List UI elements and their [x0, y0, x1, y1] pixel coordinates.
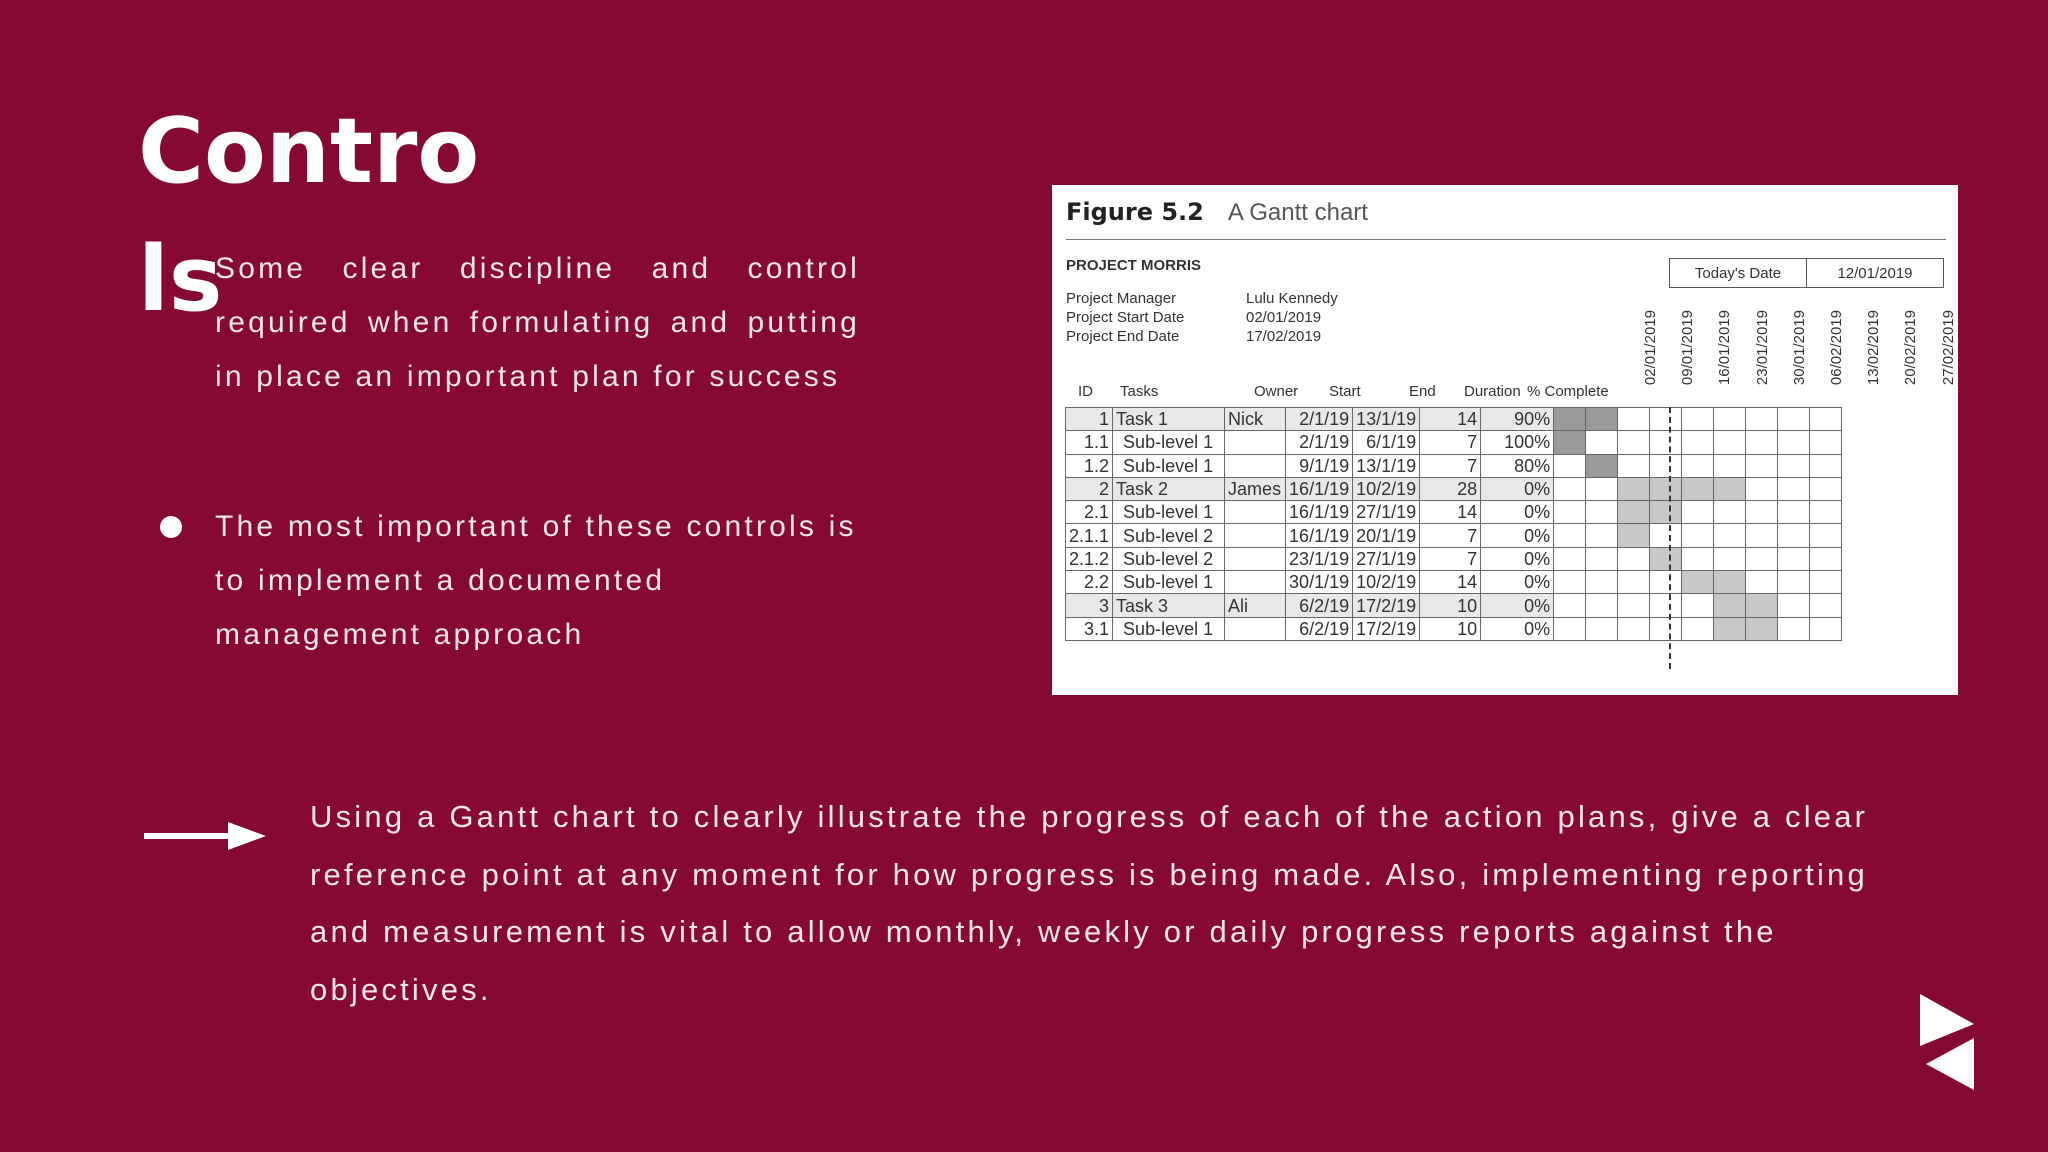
gantt-bar — [1554, 408, 1586, 431]
cell-id: 1 — [1066, 408, 1113, 431]
meta-value: 02/01/2019 — [1246, 309, 1322, 326]
cell-duration: 14 — [1420, 408, 1481, 431]
gantt-cell — [1810, 477, 1842, 500]
gantt-cell — [1554, 617, 1586, 640]
cell-owner — [1225, 501, 1286, 524]
gantt-cell — [1586, 524, 1618, 547]
gantt-cell — [1586, 571, 1618, 594]
gantt-bar — [1650, 547, 1682, 570]
bullet-paragraph: The most important of these controls is to implement a documented management approach — [215, 510, 857, 651]
week-date-label: 23/01/2019 — [1753, 309, 1771, 385]
project-meta — [1066, 289, 1338, 346]
cell-owner: James — [1225, 477, 1286, 500]
cell-start: 6/2/19 — [1286, 594, 1353, 617]
week-date-label: 20/02/2019 — [1902, 309, 1920, 385]
gantt-cell — [1778, 454, 1810, 477]
gantt-bar — [1618, 524, 1650, 547]
gantt-cell — [1618, 571, 1650, 594]
cell-id: 2.1 — [1066, 501, 1113, 524]
table-row — [1066, 477, 1842, 500]
gantt-cell — [1618, 454, 1650, 477]
week-date-header — [1670, 275, 1707, 385]
gantt-cell — [1810, 408, 1842, 431]
gantt-cell — [1778, 617, 1810, 640]
cell-complete: 100% — [1481, 431, 1554, 454]
cell-duration: 7 — [1420, 524, 1481, 547]
gantt-cell — [1618, 408, 1650, 431]
week-date-label: 16/01/2019 — [1716, 309, 1734, 385]
gantt-cell — [1682, 431, 1714, 454]
gantt-cell — [1714, 501, 1746, 524]
cell-duration: 10 — [1420, 594, 1481, 617]
gantt-description: Using a Gantt chart to clearly illustrate the progress of each of the action plans, give a clear reference point at any moment for how progress is being made. Also, implementing reporting and measurement is vital to allow monthly, weekly or daily progress reports against the objectives. — [310, 799, 1869, 1007]
header-start: Start — [1329, 383, 1361, 400]
meta-row — [1066, 327, 1338, 346]
gantt-cell — [1586, 477, 1618, 500]
gantt-cell — [1810, 571, 1842, 594]
cell-end: 13/1/19 — [1353, 408, 1420, 431]
meta-label: Project End Date — [1066, 328, 1180, 345]
cell-duration: 10 — [1420, 617, 1481, 640]
cell-task: Sub-level 2 — [1113, 547, 1225, 570]
gantt-cell — [1810, 501, 1842, 524]
cell-end: 10/2/19 — [1353, 571, 1420, 594]
week-date-header — [1819, 275, 1856, 385]
cell-end: 27/1/19 — [1353, 547, 1420, 570]
cell-task: Sub-level 1 — [1113, 431, 1225, 454]
gantt-cell — [1714, 547, 1746, 570]
gantt-cell — [1714, 524, 1746, 547]
right-arrow-icon — [144, 818, 268, 854]
figure-divider — [1066, 239, 1946, 240]
gantt-cell — [1554, 524, 1586, 547]
cell-id: 1.2 — [1066, 454, 1113, 477]
gantt-table — [1065, 407, 1842, 641]
week-date-label: 02/01/2019 — [1642, 309, 1659, 385]
gantt-cell — [1778, 594, 1810, 617]
gantt-bar — [1714, 594, 1746, 617]
cell-start: 16/1/19 — [1286, 477, 1353, 500]
gantt-bar — [1618, 477, 1650, 500]
cell-task: Task 1 — [1113, 408, 1225, 431]
week-date-header — [1782, 275, 1819, 385]
cell-complete: 0% — [1481, 594, 1554, 617]
gantt-bar — [1714, 477, 1746, 500]
figure-number: Figure 5.2 — [1066, 198, 1204, 226]
todays-date-label: Today's Date — [1670, 259, 1807, 287]
gantt-cell — [1650, 408, 1682, 431]
gantt-cell — [1810, 431, 1842, 454]
meta-value: Lulu Kennedy — [1246, 290, 1338, 307]
week-date-header — [1707, 275, 1744, 385]
gantt-cell — [1682, 547, 1714, 570]
gantt-cell — [1650, 571, 1682, 594]
gantt-cell — [1586, 431, 1618, 454]
week-date-header — [1633, 275, 1670, 385]
gantt-cell — [1554, 594, 1586, 617]
cell-duration: 28 — [1420, 477, 1481, 500]
gantt-cell — [1650, 454, 1682, 477]
week-date-header — [1893, 275, 1930, 385]
cell-complete: 0% — [1481, 524, 1554, 547]
header-tasks: Tasks — [1120, 383, 1159, 400]
slide-title: Controls — [138, 99, 480, 332]
header-duration: Duration — [1464, 383, 1521, 400]
gantt-figure — [1052, 185, 1958, 695]
week-date-label: 27/02/2019 — [1939, 309, 1957, 385]
cell-start: 30/1/19 — [1286, 571, 1353, 594]
cell-id: 1.1 — [1066, 431, 1113, 454]
cell-complete: 90% — [1481, 408, 1554, 431]
gantt-cell — [1746, 431, 1778, 454]
cell-start: 2/1/19 — [1286, 431, 1353, 454]
cell-end: 13/1/19 — [1353, 454, 1420, 477]
week-date-header — [1931, 275, 1968, 385]
gantt-cell — [1682, 454, 1714, 477]
gantt-cell — [1554, 501, 1586, 524]
gantt-bar — [1650, 477, 1682, 500]
gantt-cell — [1714, 431, 1746, 454]
gantt-cell — [1650, 524, 1682, 547]
table-row — [1066, 617, 1842, 640]
week-date-label: 06/02/2019 — [1828, 309, 1845, 385]
cell-task: Sub-level 1 — [1113, 571, 1225, 594]
gantt-cell — [1586, 501, 1618, 524]
table-row — [1066, 431, 1842, 454]
gantt-cell — [1714, 408, 1746, 431]
gantt-bar — [1714, 617, 1746, 640]
cell-complete: 0% — [1481, 571, 1554, 594]
cell-complete: 80% — [1481, 454, 1554, 477]
gantt-bar — [1586, 454, 1618, 477]
gantt-cell — [1746, 408, 1778, 431]
cell-start: 16/1/19 — [1286, 501, 1353, 524]
gantt-cell — [1586, 594, 1618, 617]
gantt-cell — [1810, 594, 1842, 617]
cell-end: 6/1/19 — [1353, 431, 1420, 454]
gantt-cell — [1554, 477, 1586, 500]
cell-owner: Nick — [1225, 408, 1286, 431]
gantt-cell — [1746, 524, 1778, 547]
project-name: PROJECT MORRIS — [1066, 257, 1202, 274]
cell-end: 10/2/19 — [1353, 477, 1420, 500]
gantt-cell — [1778, 477, 1810, 500]
gantt-cell — [1746, 547, 1778, 570]
gantt-bar — [1586, 408, 1618, 431]
gantt-cell — [1650, 594, 1682, 617]
header-id: ID — [1078, 383, 1093, 400]
cell-owner — [1225, 524, 1286, 547]
cell-task: Sub-level 2 — [1113, 524, 1225, 547]
meta-label: Project Manager — [1066, 290, 1177, 307]
gantt-cell — [1810, 524, 1842, 547]
figure-title: A Gantt chart — [1227, 199, 1368, 226]
gantt-cell — [1778, 524, 1810, 547]
week-date-label: 13/02/2019 — [1865, 309, 1883, 385]
cell-start: 23/1/19 — [1286, 547, 1353, 570]
cell-owner — [1225, 454, 1286, 477]
gantt-cell — [1714, 454, 1746, 477]
gantt-cell — [1586, 547, 1618, 570]
meta-row — [1066, 308, 1338, 327]
gantt-cell — [1682, 524, 1714, 547]
gantt-cell — [1810, 454, 1842, 477]
header-owner: Owner — [1254, 383, 1299, 400]
gantt-cell — [1746, 454, 1778, 477]
gantt-cell — [1746, 501, 1778, 524]
meta-row — [1066, 289, 1338, 308]
cell-owner: Ali — [1225, 594, 1286, 617]
gantt-cell — [1618, 431, 1650, 454]
cell-duration: 7 — [1420, 547, 1481, 570]
cell-owner — [1225, 571, 1286, 594]
table-row — [1066, 571, 1842, 594]
gantt-cell — [1650, 431, 1682, 454]
cell-start: 2/1/19 — [1286, 408, 1353, 431]
gantt-cell — [1682, 594, 1714, 617]
todays-date-value: 12/01/2019 — [1837, 264, 1913, 282]
gantt-bar — [1746, 617, 1778, 640]
intro-paragraph: Some clear discipline and control required when formulating and putting in place an important plan for success — [215, 252, 860, 393]
cell-task: Sub-level 1 — [1113, 501, 1225, 524]
cell-end: 20/1/19 — [1353, 524, 1420, 547]
cell-id: 2 — [1066, 477, 1113, 500]
gantt-cell — [1778, 431, 1810, 454]
table-row — [1066, 454, 1842, 477]
gantt-cell — [1554, 571, 1586, 594]
cell-start: 16/1/19 — [1286, 524, 1353, 547]
week-date-header — [1745, 275, 1782, 385]
cell-duration: 7 — [1420, 431, 1481, 454]
cell-end: 27/1/19 — [1353, 501, 1420, 524]
cell-complete: 0% — [1481, 501, 1554, 524]
cell-id: 2.1.1 — [1066, 524, 1113, 547]
gantt-bar — [1554, 431, 1586, 454]
cell-duration: 14 — [1420, 501, 1481, 524]
cell-task: Task 3 — [1113, 594, 1225, 617]
cell-task: Sub-level 1 — [1113, 454, 1225, 477]
gantt-cell — [1682, 501, 1714, 524]
cell-id: 2.2 — [1066, 571, 1113, 594]
header-complete: % Complete — [1527, 383, 1609, 400]
gantt-cell — [1778, 547, 1810, 570]
week-date-label: 30/01/2019 — [1790, 309, 1808, 385]
today-marker-line — [1669, 407, 1671, 669]
cell-end: 17/2/19 — [1353, 617, 1420, 640]
gantt-bar — [1746, 594, 1778, 617]
gantt-cell — [1650, 617, 1682, 640]
cell-id: 3 — [1066, 594, 1113, 617]
cell-start: 6/2/19 — [1286, 617, 1353, 640]
table-row — [1066, 547, 1842, 570]
table-row — [1066, 524, 1842, 547]
gantt-cell — [1586, 617, 1618, 640]
cell-owner — [1225, 431, 1286, 454]
cell-complete: 0% — [1481, 617, 1554, 640]
figure-caption — [1066, 197, 1368, 228]
gantt-cell — [1618, 594, 1650, 617]
gantt-bar — [1682, 571, 1714, 594]
cell-id: 2.1.2 — [1066, 547, 1113, 570]
gantt-cell — [1746, 477, 1778, 500]
cell-duration: 14 — [1420, 571, 1481, 594]
cell-complete: 0% — [1481, 477, 1554, 500]
cell-owner — [1225, 617, 1286, 640]
table-row — [1066, 408, 1842, 431]
cell-complete: 0% — [1481, 547, 1554, 570]
week-date-header — [1856, 275, 1893, 385]
cell-duration: 7 — [1420, 454, 1481, 477]
gantt-cell — [1682, 617, 1714, 640]
cell-end: 17/2/19 — [1353, 594, 1420, 617]
gantt-cell — [1778, 571, 1810, 594]
header-end: End — [1409, 383, 1436, 400]
gantt-cell — [1682, 408, 1714, 431]
cell-start: 9/1/19 — [1286, 454, 1353, 477]
gantt-cell — [1618, 617, 1650, 640]
gantt-cell — [1746, 571, 1778, 594]
cell-task: Task 2 — [1113, 477, 1225, 500]
gantt-cell — [1618, 547, 1650, 570]
gantt-cell — [1810, 617, 1842, 640]
gantt-cell — [1778, 408, 1810, 431]
gantt-cell — [1554, 454, 1586, 477]
cell-task: Sub-level 1 — [1113, 617, 1225, 640]
gantt-bar — [1618, 501, 1650, 524]
logo-icon — [1918, 994, 1976, 1090]
gantt-cell — [1554, 547, 1586, 570]
bullet-icon — [160, 516, 182, 538]
cell-owner — [1225, 547, 1286, 570]
table-row — [1066, 501, 1842, 524]
meta-value: 17/02/2019 — [1246, 328, 1322, 345]
week-date-label: 09/01/2019 — [1679, 309, 1697, 385]
gantt-bar — [1682, 477, 1714, 500]
gantt-cell — [1778, 501, 1810, 524]
gantt-bar — [1650, 501, 1682, 524]
gantt-cell — [1810, 547, 1842, 570]
table-row — [1066, 594, 1842, 617]
gantt-bar — [1714, 571, 1746, 594]
meta-label: Project Start Date — [1066, 309, 1185, 326]
cell-id: 3.1 — [1066, 617, 1113, 640]
